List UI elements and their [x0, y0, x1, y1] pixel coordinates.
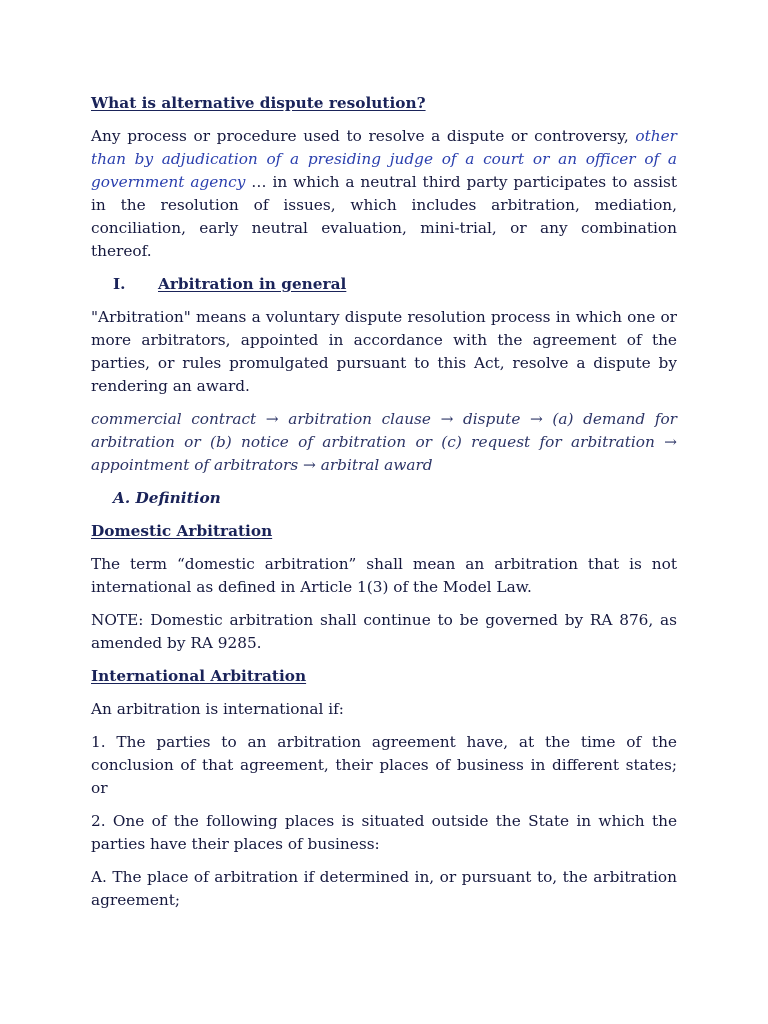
adr-definition-part3: … in which a neutral third party participates to assist in the resolution of issues, which includes arbitration, mediation, conciliation, early neutral evaluation, mini-trial, or any combination thereof. [91, 173, 678, 260]
heading-domestic-arbitration: Domestic Arbitration [91, 522, 273, 540]
international-item-1: 1. The parties to an arbitration agreement have, at the time of the conclusion of that agreement, their places of business in different states; or [91, 733, 677, 797]
arbitration-flow-paragraph: commercial contract → arbitration clause → dispute → (a) demand for arbitration or (b) notice of arbitration or (c) request for arbitration → appointment of arbitrators → arbitral award [91, 410, 677, 474]
international-item-2: 2. One of the following places is situated outside the State in which the parties have their places of business: [91, 812, 677, 853]
document-body [91, 92, 677, 922]
section-heading-arbitration [91, 273, 677, 296]
international-item-a: A. The place of arbitration if determined in, or pursuant to, the arbitration agreement; [91, 868, 677, 909]
subheading-definition: A. Definition [113, 489, 221, 507]
heading-international-arbitration: International Arbitration [91, 667, 307, 685]
heading-what-is-adr: What is alternative dispute resolution? [91, 94, 426, 112]
adr-definition-part1: Any process or procedure used to resolve a dispute or controversy, [91, 127, 636, 145]
adr-definition-paragraph [91, 125, 677, 263]
section-title: Arbitration in general [158, 275, 347, 293]
domestic-arbitration-paragraph: The term “domestic arbitration” shall mean an arbitration that is not international as defined in Article 1(3) of the Model Law. [91, 555, 677, 596]
adr-definition-italic: other than by adjudication of a presiding judge of a court or an officer of a government agency [91, 127, 677, 191]
section-number: I. [113, 275, 126, 293]
arbitration-definition-paragraph: "Arbitration" means a voluntary dispute resolution process in which one or more arbitrators, appointed in accordance with the agreement of the parties, or rules promulgated pursuant to this Act, resolve a dispute by rendering an award. [91, 308, 677, 395]
domestic-note-paragraph: NOTE: Domestic arbitration shall continue to be governed by RA 876, as amended by RA 9285. [91, 611, 677, 652]
international-intro: An arbitration is international if: [91, 700, 344, 718]
